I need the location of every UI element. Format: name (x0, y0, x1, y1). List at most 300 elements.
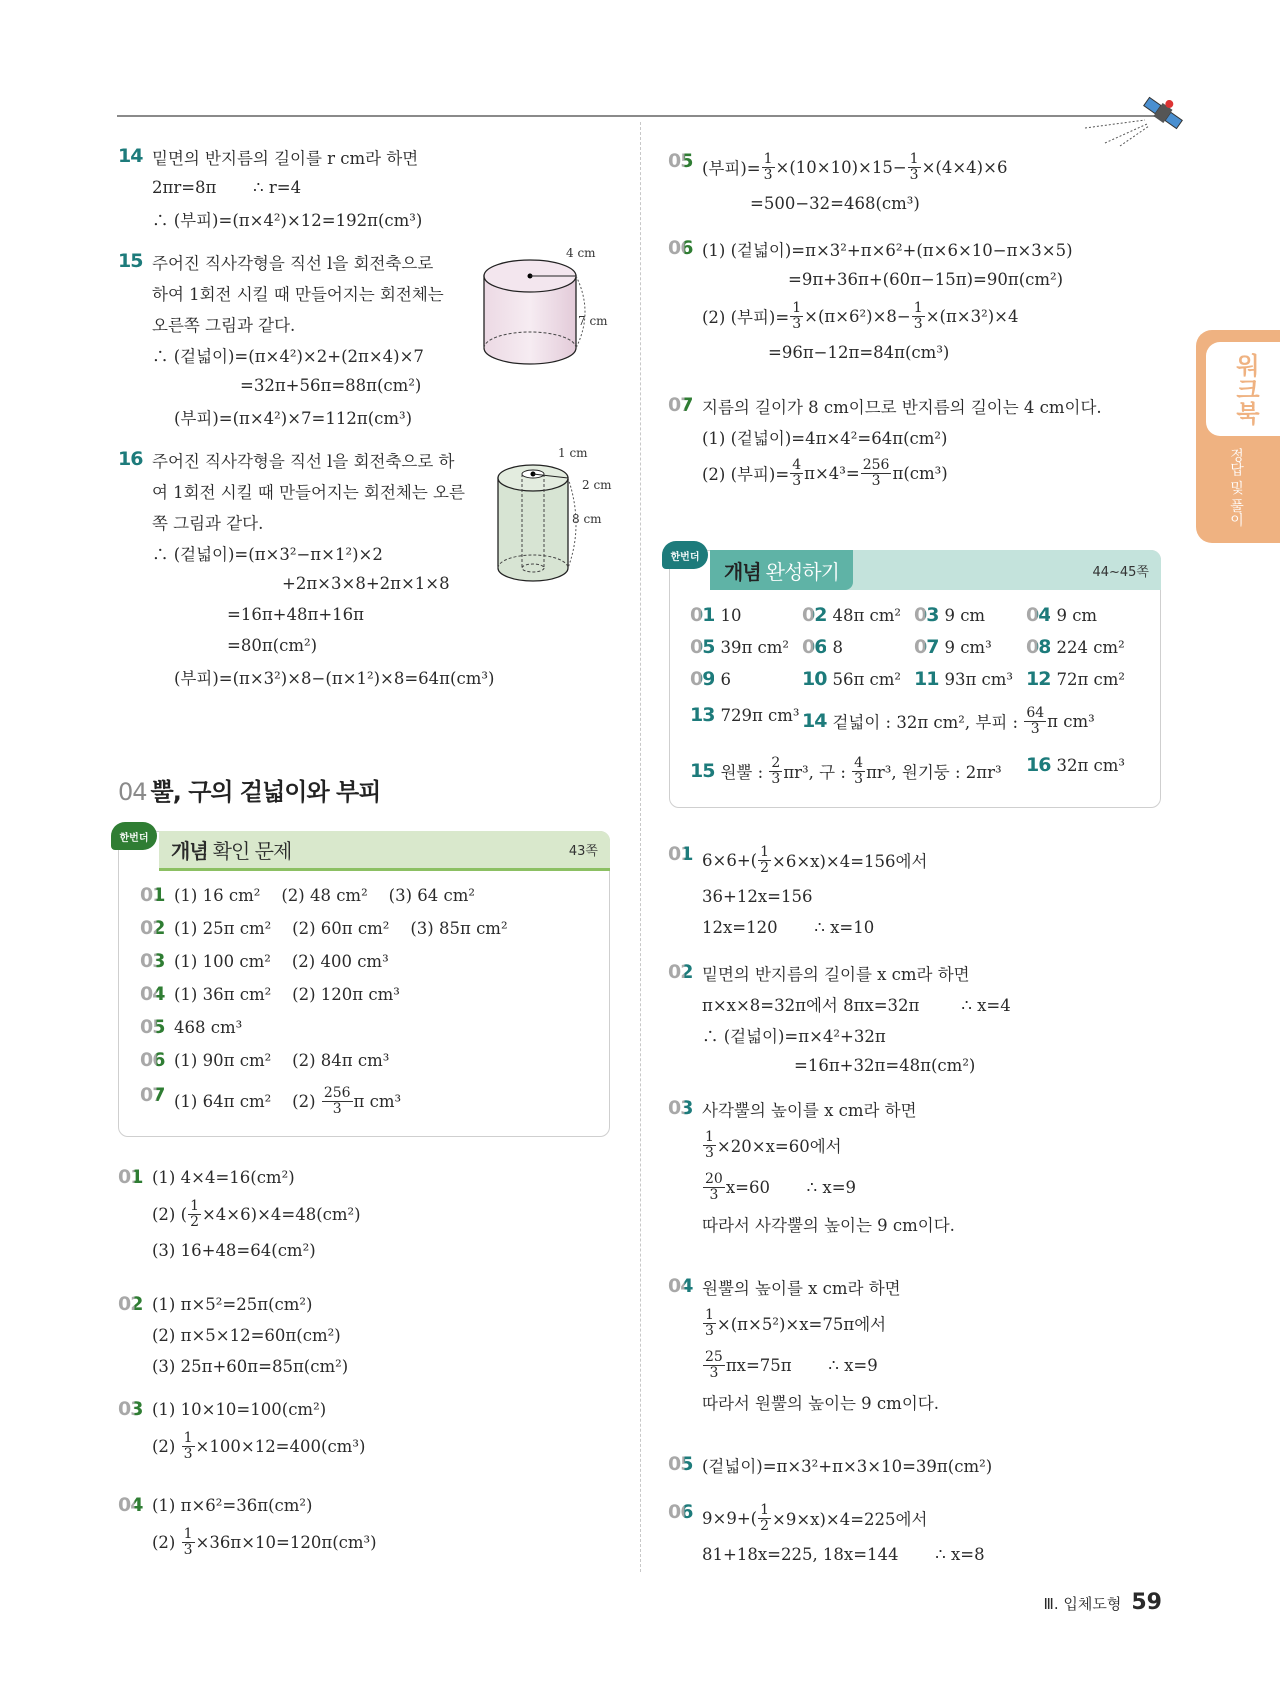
outer-radius-label: 2 cm (582, 478, 612, 492)
answer-item (1026, 750, 1125, 781)
math-text: 오른쪽 그림과 같다. (152, 315, 296, 335)
math-text: 729π cm³ (720, 706, 800, 725)
solution-lines (152, 1394, 365, 1467)
solution-line (152, 1235, 361, 1266)
problem-number: 14 (802, 709, 827, 732)
problem-number: 05 (140, 1012, 174, 1043)
solution-line (702, 146, 1007, 188)
math-text: 원뿔 : (720, 763, 769, 782)
math-text: ×36π×10=120π(cm³) (195, 1532, 377, 1552)
problem-number: 15 (118, 250, 143, 272)
fraction (182, 1527, 195, 1558)
answer-lines (174, 880, 475, 911)
solution-line (152, 203, 422, 234)
math-text: ×20×x=60에서 (716, 1137, 842, 1156)
denominator: 3 (763, 166, 773, 183)
solution-line (152, 1320, 348, 1351)
fraction (188, 1199, 201, 1230)
solution-line (702, 390, 1102, 421)
problem-number: 03 (668, 1093, 702, 1239)
math-text: ×(π×3²)×4 (925, 306, 1019, 326)
fraction (182, 1431, 195, 1462)
box-title-bold: 개념 (171, 839, 208, 863)
math-text: =16π+32π=48π(cm²) (794, 1056, 976, 1075)
solution-line (152, 1425, 365, 1467)
math-text: (1) 36π cm² (2) 120π cm³ (174, 985, 400, 1004)
solution-01 (118, 1162, 361, 1266)
denominator: 3 (871, 472, 881, 489)
math-text: (3) 25π+60π=85π(cm²) (152, 1357, 349, 1376)
denominator: 2 (760, 1517, 770, 1534)
solution-line (152, 1521, 377, 1563)
math-text: 10 (720, 606, 742, 625)
solution-line (152, 475, 494, 506)
solution-line (152, 1162, 361, 1193)
answer-lines (174, 979, 400, 1010)
math-text: 여 1회전 시킬 때 만들어지는 회전체는 오른 (152, 482, 465, 502)
math-text: (부피)=(π×4²)×7=112π(cm³) (174, 408, 413, 428)
problem-number: 05 (668, 1449, 702, 1480)
math-text: (1) 4×4=16(cm²) (152, 1168, 295, 1187)
solution-line (227, 599, 494, 630)
solution-line (174, 880, 475, 911)
solution-line (152, 339, 444, 370)
numerator: 1 (183, 1429, 193, 1446)
problem-number: 02 (668, 957, 702, 1081)
side-tab-title: 워크북 (1231, 353, 1260, 425)
problem-number: 16 (1026, 754, 1051, 776)
solution-lines (152, 141, 422, 234)
answer-item (690, 664, 731, 695)
top-rule (117, 115, 1157, 117)
solution-lines (152, 246, 444, 432)
math-text: x=60 ∴ x=9 (725, 1177, 857, 1197)
answer-lines (174, 913, 508, 944)
solution-line (174, 1012, 242, 1043)
solution-line (750, 188, 1007, 219)
problem-number: 14 (118, 145, 143, 167)
numerator: 25 (705, 1348, 723, 1365)
radius-label: 4 cm (566, 246, 596, 260)
math-text: 밑면의 반지름의 길이를 r cm라 하면 (152, 148, 419, 168)
solution-lines (702, 1449, 992, 1480)
answer-item (802, 600, 901, 631)
problem-number: 13 (690, 704, 715, 726)
section-title-text: 뿔, 구의 겉넓이와 부피 (150, 778, 381, 806)
solution-line (702, 912, 927, 943)
solution-line (152, 246, 444, 277)
math-text: ×9×x)×4=225에서 (772, 1510, 928, 1529)
page-reference: 44~45쪽 (1092, 564, 1149, 580)
numerator: 256 (323, 1084, 351, 1101)
answer-row (140, 913, 508, 944)
solution-line (702, 1386, 939, 1417)
problem-number: 10 (802, 668, 827, 690)
answer-item (1026, 664, 1125, 695)
solution-line (702, 1449, 992, 1480)
inner-radius-label: 1 cm (558, 446, 588, 460)
solution-06 (668, 1497, 985, 1570)
denominator: 3 (854, 770, 864, 787)
solution-07 (668, 390, 1102, 494)
solution-line (702, 1166, 955, 1208)
solution-03 (118, 1394, 365, 1467)
box-header (710, 550, 1161, 590)
fraction (322, 1086, 353, 1117)
solution-lines (702, 1497, 985, 1570)
answer-list (140, 880, 508, 1122)
math-text: ×(10×10)×15− (775, 157, 907, 177)
column-divider (640, 122, 641, 1572)
numerator: 4 (854, 754, 864, 771)
math-text: (3) 16+48=64(cm²) (152, 1241, 316, 1260)
answer-item (802, 632, 843, 663)
math-text: 따라서 사각뿔의 높이는 9 cm이다. (702, 1215, 955, 1235)
math-text: ×6×x)×4=156에서 (772, 852, 928, 871)
problem-number: 06 (668, 233, 702, 368)
answer-item (1026, 600, 1097, 631)
solution-line (174, 1080, 401, 1122)
math-text: 지름의 길이가 8 cm이므로 반지름의 길이는 4 cm이다. (702, 397, 1102, 417)
solution-line (152, 444, 494, 475)
math-text: (2) (152, 1532, 181, 1552)
solution-line (702, 1208, 955, 1239)
solution-lines (702, 957, 1011, 1081)
denominator: 3 (913, 315, 923, 332)
problem-number: 06 (668, 1497, 702, 1570)
problem-number: 07 (914, 632, 938, 663)
fraction (908, 152, 921, 183)
solution-line (174, 401, 444, 432)
math-text: +2π×3×8+2π×1×8 (282, 574, 450, 593)
fraction (790, 458, 803, 489)
math-text: π cm³ (353, 1091, 402, 1111)
solution-line (227, 630, 494, 661)
solution-line (174, 661, 494, 692)
answer-item (690, 600, 741, 631)
math-text: (1) 10×10=100(cm²) (152, 1400, 327, 1419)
fraction (912, 301, 925, 332)
page-footer (1044, 1590, 1162, 1615)
solution-line (152, 1351, 348, 1382)
math-text: (2) (152, 1436, 181, 1456)
math-text: π cm³ (1047, 711, 1095, 731)
solution-16 (118, 444, 494, 692)
solution-line (702, 452, 1102, 494)
denominator: 2 (760, 859, 770, 876)
problem-number: 04 (668, 1271, 702, 1417)
math-text: 468 cm³ (174, 1018, 243, 1037)
fraction (1024, 706, 1046, 737)
math-text: 9×9+( (702, 1508, 758, 1528)
denominator: 2 (190, 1213, 199, 1230)
numerator: 1 (190, 1197, 199, 1214)
solution-line (768, 337, 1073, 368)
math-text: (1) π×5²=25π(cm²) (152, 1295, 313, 1314)
solution-04 (118, 1490, 377, 1563)
denominator: 3 (183, 1445, 193, 1462)
math-text: ×(π×6²)×8− (804, 306, 911, 326)
solution-lines (152, 1490, 377, 1563)
solution-line (702, 839, 927, 881)
math-text: =80π(cm²) (227, 636, 318, 655)
denominator: 3 (771, 770, 781, 787)
fraction (861, 458, 892, 489)
solution-line (702, 233, 1073, 264)
math-text: ∴ (겉넓이)=(π×4²)×2+(2π×4)×7 (152, 346, 424, 366)
badge: 한번더 (111, 822, 157, 850)
math-text: =32π+56π=88π(cm²) (240, 376, 422, 395)
numerator: 1 (913, 299, 923, 316)
solution-line (702, 1497, 985, 1539)
math-text: 56π cm² (832, 670, 902, 689)
fraction (758, 1503, 771, 1534)
denominator: 3 (705, 1322, 714, 1339)
answer-item (914, 600, 985, 631)
denominator: 3 (792, 472, 802, 489)
math-text: (1) 100 cm² (2) 400 cm³ (174, 952, 389, 971)
problem-number: 07 (668, 390, 702, 494)
chapter-label: Ⅲ. 입체도형 (1043, 1595, 1122, 1613)
numerator: 4 (792, 456, 802, 473)
solution-lines (702, 390, 1102, 494)
solution-line (702, 957, 1011, 988)
numerator: 20 (705, 1170, 723, 1187)
solution-line (702, 881, 927, 912)
problem-number: 04 (140, 979, 174, 1010)
math-text: πr³, 구 : (783, 763, 852, 782)
problem-number: 02 (118, 1289, 152, 1382)
fraction (790, 301, 803, 332)
problem-number: 09 (690, 664, 714, 695)
solution-line (702, 1124, 955, 1166)
answer-item (690, 750, 1002, 792)
numerator: 64 (1026, 704, 1045, 721)
math-text: 쪽 그림과 같다. (152, 513, 264, 533)
solution-line (794, 1050, 1011, 1081)
math-text: (1) π×6²=36π(cm²) (152, 1496, 313, 1515)
math-text: 9 cm (1056, 606, 1098, 625)
problem-number: 01 (118, 1162, 152, 1266)
answer-row (140, 1012, 508, 1043)
math-text: 주어진 직사각형을 직선 l을 회전축으로 (152, 253, 434, 273)
math-text: 9 cm (944, 606, 986, 625)
math-text: 39π cm² (720, 638, 790, 657)
math-text: 2πr=8π ∴ r=4 (152, 178, 302, 197)
math-text: 8 (832, 638, 843, 657)
math-text: ×4×6)×4=48(cm²) (201, 1204, 361, 1224)
math-text: 72π cm² (1056, 670, 1126, 689)
solution-02 (118, 1289, 348, 1382)
solution-lines (152, 1289, 348, 1382)
solution-lines (702, 1271, 939, 1417)
answer-item (802, 664, 901, 695)
solution-line (788, 264, 1073, 295)
problem-number: 03 (140, 946, 174, 977)
math-text: =96π−12π=84π(cm³) (768, 343, 950, 362)
answer-item (690, 700, 800, 731)
solution-lines (702, 233, 1073, 368)
satellite-icon (1085, 88, 1185, 148)
problem-number: 01 (140, 880, 174, 911)
math-text: 따라서 원뿔의 높이는 9 cm이다. (702, 1393, 939, 1413)
solution-line (174, 946, 389, 977)
numerator: 1 (760, 843, 770, 860)
problem-number: 06 (140, 1045, 174, 1076)
math-text: 93π cm³ (944, 670, 1014, 689)
box-title (171, 835, 291, 864)
solution-line (702, 988, 1011, 1019)
solution-lines (702, 1093, 955, 1239)
solution-line (152, 1289, 348, 1320)
numerator: 1 (183, 1525, 193, 1542)
problem-number: 01 (668, 839, 702, 943)
math-text: ×(π×5²)×x=75π에서 (716, 1315, 887, 1334)
denominator: 3 (909, 166, 919, 183)
answer-item (802, 700, 1095, 742)
math-text: (부피)= (702, 159, 761, 178)
height-label: 8 cm (572, 512, 602, 526)
answer-item (1026, 632, 1125, 663)
problem-number: 15 (690, 759, 715, 782)
math-text: 6×6+( (702, 850, 758, 870)
answer-item (914, 664, 1013, 695)
problem-number: 16 (118, 448, 143, 470)
math-text: ∴ (겉넓이)=(π×3²−π×1²)×2 (152, 544, 383, 564)
solution-15 (118, 246, 444, 432)
problem-number: 05 (690, 632, 714, 663)
denominator: 3 (1030, 720, 1040, 737)
solution-line (702, 1302, 939, 1344)
hollow-cylinder-drawing (492, 450, 622, 590)
math-text: =500−32=468(cm³) (750, 194, 920, 213)
math-text: 9 cm³ (944, 638, 992, 657)
math-text: (1) 16 cm² (2) 48 cm² (3) 64 cm² (174, 886, 476, 905)
math-text: πr³, 원기둥 : 2πr³ (866, 763, 1002, 782)
solution-line (702, 421, 1102, 452)
numerator: 2 (771, 754, 781, 771)
math-text: 6 (720, 670, 731, 689)
denominator: 3 (183, 1541, 193, 1558)
solution-line (152, 506, 494, 537)
math-text: π×x×8=32π에서 8πx=32π ∴ x=4 (702, 995, 1011, 1015)
page-reference: 43쪽 (568, 844, 598, 859)
fraction (703, 1130, 716, 1161)
section-title (118, 772, 380, 807)
hollow-cylinder-figure (492, 446, 622, 590)
solution-line (152, 537, 494, 568)
math-text: (2) (부피)= (702, 465, 790, 484)
problem-number: 11 (914, 668, 939, 690)
side-tab-subtitle: 정답 및 풀이 (1228, 448, 1244, 527)
solution-line (152, 1490, 377, 1521)
problem-number: 04 (1026, 600, 1050, 631)
denominator: 3 (705, 1144, 714, 1161)
solution-line (702, 1093, 955, 1124)
problem-number: 04 (118, 1490, 152, 1563)
math-text: 81+18x=225, 18x=144 ∴ x=8 (702, 1545, 985, 1564)
box-header (159, 831, 610, 871)
solution-lines (152, 444, 494, 692)
solution-line (174, 1045, 389, 1076)
math-text: (2) ( (152, 1204, 188, 1224)
problem-number: 03 (914, 600, 938, 631)
solution-lines (152, 1162, 361, 1266)
solution-04 (668, 1271, 939, 1417)
answer-row (140, 946, 508, 977)
box-title-bold: 개념 (724, 559, 761, 584)
answer-lines (174, 946, 389, 977)
fraction (703, 1350, 725, 1381)
solution-line (240, 370, 444, 401)
denominator: 3 (792, 315, 802, 332)
math-text: ∴ (부피)=(π×4²)×12=192π(cm³) (152, 210, 423, 230)
math-text: 36+12x=156 (702, 887, 813, 906)
denominator: 3 (709, 1186, 719, 1203)
math-text: 주어진 직사각형을 직선 l을 회전축으로 하 (152, 451, 455, 471)
numerator: 1 (760, 1501, 770, 1518)
page-number: 59 (1131, 1590, 1162, 1615)
answer-lines (174, 1080, 401, 1122)
math-text: ∴ (겉넓이)=π×4²+32π (702, 1026, 886, 1046)
math-text: (1) (겉넓이)=4π×4²=64π(cm²) (702, 428, 948, 448)
problem-number: 01 (690, 600, 714, 631)
math-text: (1) 90π cm² (2) 84π cm³ (174, 1051, 390, 1070)
math-text: (2) (부피)= (702, 308, 790, 327)
math-text: (1) 25π cm² (2) 60π cm² (3) 85π cm² (174, 919, 508, 938)
math-text: 원뿔의 높이를 x cm라 하면 (702, 1278, 901, 1298)
math-text: 32π cm³ (1056, 756, 1126, 775)
solution-line (152, 1394, 365, 1425)
side-tab-label-box (1206, 342, 1280, 436)
box-title-rest: 확인 문제 (212, 839, 292, 863)
fraction (769, 756, 782, 787)
answer-lines (174, 1012, 242, 1043)
solution-line (174, 979, 400, 1010)
solution-01 (668, 839, 927, 943)
problem-number: 02 (140, 913, 174, 944)
math-text: 48π cm² (832, 606, 902, 625)
math-text: π(cm³) (892, 463, 948, 483)
solution-line (152, 1193, 361, 1235)
cylinder-figure (478, 246, 618, 382)
solution-03 (668, 1093, 955, 1239)
solution-line (282, 568, 494, 599)
box-title (710, 550, 853, 590)
numerator: 1 (909, 150, 919, 167)
problem-number: 05 (668, 146, 702, 219)
answer-lines (174, 1045, 389, 1076)
fraction (703, 1172, 725, 1203)
math-text: π×4³= (804, 463, 860, 483)
fraction (852, 756, 865, 787)
solution-line (152, 172, 422, 203)
solution-line (702, 1271, 939, 1302)
solution-line (174, 913, 508, 944)
math-text: (1) 64π cm² (2) (174, 1091, 321, 1111)
answer-row (140, 1045, 508, 1076)
math-text: 밑면의 반지름의 길이를 x cm라 하면 (702, 964, 970, 984)
solution-02 (668, 957, 1011, 1081)
problem-number: 06 (802, 632, 826, 663)
solution-line (152, 277, 444, 308)
denominator: 3 (332, 1100, 342, 1117)
solution-06 (668, 233, 1073, 368)
solution-line (152, 308, 444, 339)
workbook-side-tab[interactable] (1196, 330, 1280, 543)
math-text: πx=75π ∴ x=9 (725, 1355, 878, 1375)
math-text: ×100×12=400(cm³) (195, 1436, 366, 1456)
